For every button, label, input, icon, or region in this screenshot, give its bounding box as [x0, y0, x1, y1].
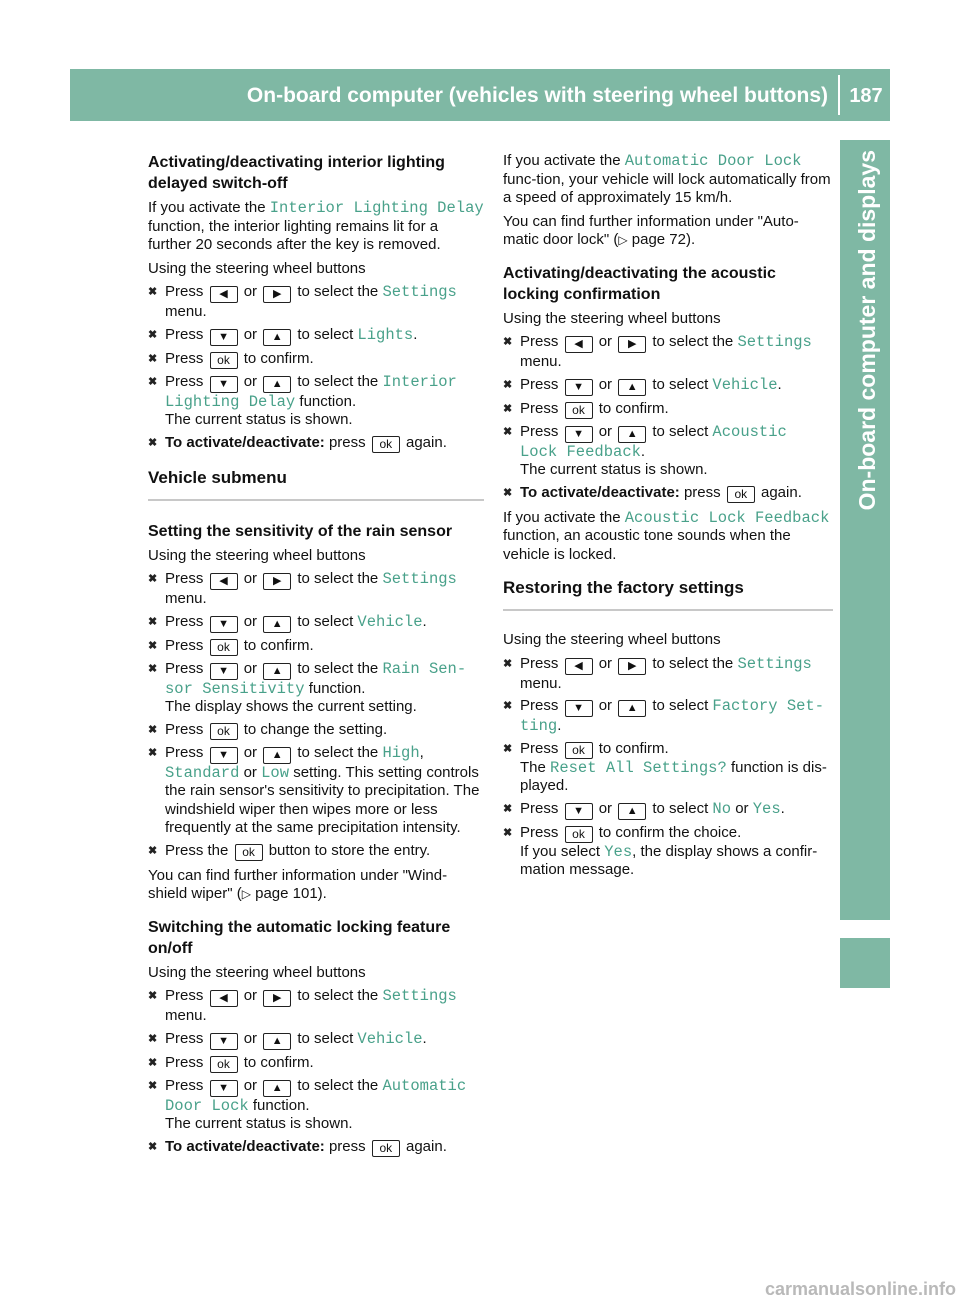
step: ✖ Press ▼ or ▲ to select No or Yes. — [503, 800, 833, 820]
using-buttons: Using the steering wheel buttons — [503, 631, 721, 648]
step: ✖ Press ▼ or ▲ to select Acoustic Lock Feedback. The current status is shown. — [503, 423, 833, 480]
right-arrow-key-icon: ▶ — [263, 990, 291, 1007]
acoustic-after: If you activate the Acoustic Lock Feedback function, an acoustic tone sounds when the vehicle is locked. — [503, 508, 830, 563]
page-ref-arrow-icon: ▷ — [241, 887, 251, 901]
header-divider — [838, 75, 840, 115]
left-arrow-key-icon: ◀ — [210, 286, 238, 303]
header-title: On-board computer (vehicles with steering wheel buttons) — [246, 84, 828, 107]
ok-key-icon: ok — [727, 486, 755, 503]
ok-key-icon: ok — [372, 436, 400, 453]
up-arrow-key-icon: ▲ — [263, 1033, 291, 1050]
left-arrow-key-icon: ◀ — [565, 658, 593, 675]
step: ✖ Press ▼ or ▲ to select the Interior Lighting Delay function. The current status is shown. — [148, 373, 484, 430]
left-arrow-key-icon: ◀ — [210, 573, 238, 590]
up-arrow-key-icon: ▲ — [618, 426, 646, 443]
autolock-intro: If you activate the Automatic Door Lock func-tion, your vehicle will lock automatically from a speed of approximately 15 km/h. — [503, 152, 831, 206]
down-arrow-key-icon: ▼ — [210, 1033, 238, 1050]
ok-key-icon: ok — [565, 742, 593, 759]
heading-vehicle-submenu: Vehicle submenu — [148, 467, 484, 501]
chapter-side-tab — [840, 140, 890, 920]
down-arrow-key-icon: ▼ — [210, 663, 238, 680]
rain-steps — [148, 570, 484, 861]
step: ✖ Press ok to confirm. — [148, 637, 484, 656]
lock-steps — [148, 987, 484, 1157]
right-arrow-key-icon: ▶ — [263, 286, 291, 303]
left-arrow-key-icon: ◀ — [210, 990, 238, 1007]
up-arrow-key-icon: ▲ — [263, 1080, 291, 1097]
step: ✖ Press ok to change the setting. — [148, 721, 484, 740]
interior-intro: If you activate the Interior Lighting Delay function, the interior lighting remains lit for a further 20 seconds after the key is removed. — [148, 199, 484, 253]
ok-key-icon: ok — [235, 844, 263, 861]
ok-key-icon: ok — [210, 639, 238, 656]
down-arrow-key-icon: ▼ — [565, 700, 593, 717]
right-arrow-key-icon: ▶ — [618, 658, 646, 675]
page-header — [70, 69, 890, 121]
using-buttons: Using the steering wheel buttons — [503, 309, 721, 327]
step: ✖ Press ▼ or ▲ to select the Rain Sen‑ sor Sensitivity function. The display shows the current setting. — [148, 660, 484, 717]
page-number: 187 — [849, 85, 883, 107]
code-interior-lighting-delay: Interior Lighting Delay — [269, 199, 484, 217]
step: ✖ Press ok to confirm. The Reset All Settings? function is dis-played. — [503, 740, 833, 796]
chapter-label: On-board computer and displays — [854, 150, 880, 511]
page-ref-arrow-icon: ▷ — [618, 233, 628, 247]
up-arrow-key-icon: ▲ — [618, 379, 646, 396]
down-arrow-key-icon: ▼ — [210, 1080, 238, 1097]
right-column — [503, 152, 833, 886]
step: ✖ Press ok to confirm. — [148, 1054, 484, 1073]
heading-factory-settings: Restoring the factory settings — [503, 577, 833, 611]
step: ✖ Press ok to confirm. — [503, 400, 833, 419]
step: ✖ Press ▼ or ▲ to select Vehicle. — [503, 376, 833, 396]
autolock-further-info: You can find further information under "Auto-matic door lock" (▷ page 72). — [503, 212, 799, 248]
up-arrow-key-icon: ▲ — [263, 663, 291, 680]
right-arrow-key-icon: ▶ — [263, 573, 291, 590]
factory-steps — [503, 655, 833, 880]
left-column — [148, 152, 484, 1163]
step: ✖ Press ▼ or ▲ to select the Automatic Door Lock function. The current status is shown. — [148, 1077, 484, 1134]
right-arrow-key-icon: ▶ — [618, 336, 646, 353]
step: ✖ Press the ok button to store the entry. — [148, 842, 484, 861]
ok-key-icon: ok — [210, 723, 238, 740]
rain-further-info: You can find further information under "Wind-shield wiper" (▷ page 101). — [148, 866, 448, 902]
step: ✖ Press ◀ or ▶ to select the Settings menu. — [148, 570, 484, 609]
heading-rain-sensor: Setting the sensitivity of the rain sensor — [148, 522, 453, 540]
ok-key-icon: ok — [565, 402, 593, 419]
up-arrow-key-icon: ▲ — [618, 803, 646, 820]
heading-auto-lock: Switching the automatic locking feature on/off — [148, 918, 451, 957]
down-arrow-key-icon: ▼ — [210, 329, 238, 346]
up-arrow-key-icon: ▲ — [618, 700, 646, 717]
step: ✖ Press ▼ or ▲ to select Lights. — [148, 326, 484, 346]
left-arrow-key-icon: ◀ — [565, 336, 593, 353]
down-arrow-key-icon: ▼ — [210, 616, 238, 633]
interior-steps — [148, 283, 484, 453]
step: ✖ Press ▼ or ▲ to select Vehicle. — [148, 613, 484, 633]
down-arrow-key-icon: ▼ — [210, 376, 238, 393]
step: ✖ Press ▼ or ▲ to select the High, Standard or Low setting. This setting controls the rain sensor's sensitivity to precipitation. The windshield wiper then wipes more or less frequently at the same precipitation intensity. — [148, 744, 484, 838]
down-arrow-key-icon: ▼ — [210, 747, 238, 764]
up-arrow-key-icon: ▲ — [263, 329, 291, 346]
chapter-marker — [840, 938, 890, 988]
step: ✖ To activate/deactivate: press ok again. — [148, 1138, 484, 1157]
ok-key-icon: ok — [210, 1056, 238, 1073]
step: ✖ Press ◀ or ▶ to select the Settings menu. — [503, 333, 833, 372]
ok-key-icon: ok — [210, 352, 238, 369]
heading-acoustic: Activating/deactivating the acoustic locking confirmation — [503, 264, 776, 303]
using-buttons: Using the steering wheel buttons — [148, 259, 366, 277]
step: ✖ Press ▼ or ▲ to select Vehicle. — [148, 1030, 484, 1050]
step: ✖ To activate/deactivate: press ok again. — [148, 434, 484, 453]
heading-interior-lighting: Activating/deactivating interior lighting delayed switch-off — [148, 154, 445, 192]
watermark: carmanualsonline.info — [764, 1279, 956, 1299]
up-arrow-key-icon: ▲ — [263, 747, 291, 764]
step: ✖ Press ◀ or ▶ to select the Settings menu. — [148, 987, 484, 1026]
down-arrow-key-icon: ▼ — [565, 426, 593, 443]
step: ✖ To activate/deactivate: press ok again. — [503, 484, 833, 503]
step: ✖ Press ◀ or ▶ to select the Settings menu. — [503, 655, 833, 694]
up-arrow-key-icon: ▲ — [263, 376, 291, 393]
step: ✖ Press ok to confirm the choice. If you select Yes, the display shows a confir-mation message. — [503, 824, 833, 880]
acoustic-steps — [503, 333, 833, 503]
step: ✖ Press ▼ or ▲ to select Factory Set‑ ting. — [503, 697, 833, 736]
up-arrow-key-icon: ▲ — [263, 616, 291, 633]
step: ✖ Press ok to confirm. — [148, 350, 484, 369]
using-buttons: Using the steering wheel buttons — [148, 546, 366, 564]
down-arrow-key-icon: ▼ — [565, 379, 593, 396]
using-buttons: Using the steering wheel buttons — [148, 963, 366, 981]
step: ✖ Press ◀ or ▶ to select the Settings menu. — [148, 283, 484, 322]
ok-key-icon: ok — [372, 1140, 400, 1157]
ok-key-icon: ok — [565, 826, 593, 843]
down-arrow-key-icon: ▼ — [565, 803, 593, 820]
